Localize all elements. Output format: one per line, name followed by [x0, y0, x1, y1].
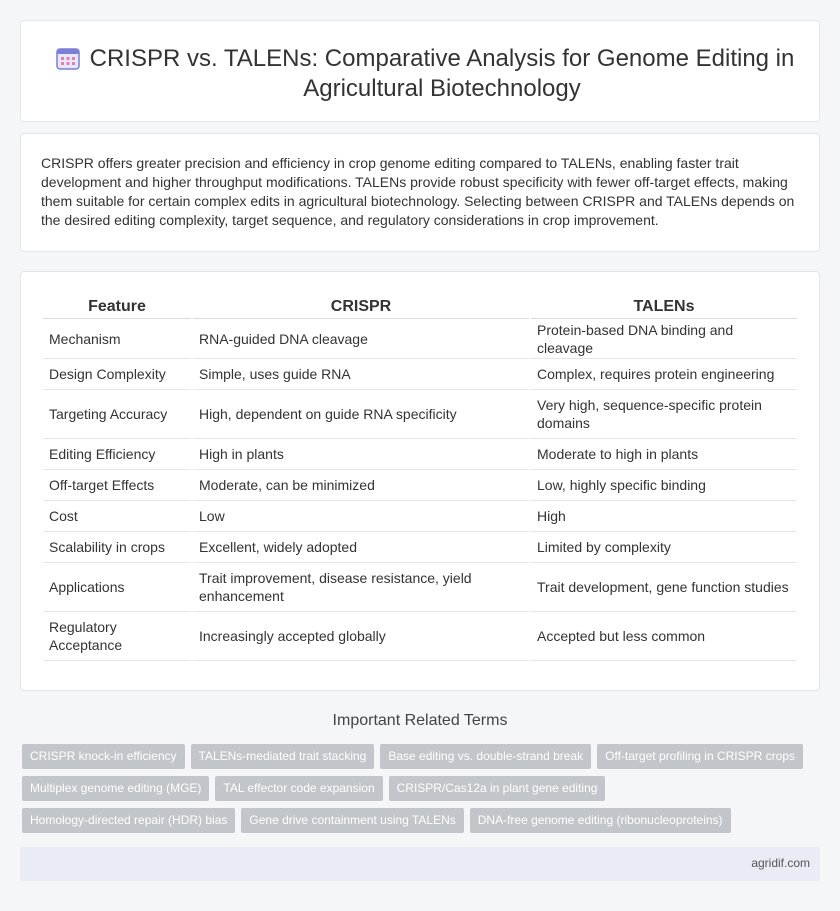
- header-crispr: CRISPR: [193, 297, 529, 319]
- header-feature: Feature: [43, 297, 191, 319]
- tag-row: [22, 808, 812, 833]
- related-tag[interactable]: Homology-directed repair (HDR) bias: [22, 808, 235, 833]
- header-talens: TALENs: [531, 297, 797, 319]
- related-tag[interactable]: DNA-free genome editing (ribonucleoproteins): [470, 808, 731, 833]
- table-row: [43, 439, 797, 470]
- table-cell: Increasingly accepted globally: [193, 612, 529, 661]
- table-cell: Low: [193, 501, 529, 532]
- table-cell: Design Complexity: [43, 359, 191, 390]
- related-tag[interactable]: CRISPR knock-in efficiency: [22, 744, 185, 769]
- table-cell: Low, highly specific binding: [531, 470, 797, 501]
- table-cell: Accepted but less common: [531, 612, 797, 661]
- table-cell: Complex, requires protein engineering: [531, 359, 797, 390]
- related-tag[interactable]: TALENs-mediated trait stacking: [191, 744, 375, 769]
- comparison-table-card: [20, 271, 820, 691]
- table-cell: Regulatory Acceptance: [43, 612, 191, 661]
- table-cell: High, dependent on guide RNA specificity: [193, 390, 529, 439]
- table-row: [43, 470, 797, 501]
- related-tag[interactable]: CRISPR/Cas12a in plant gene editing: [389, 776, 606, 801]
- table-cell: Trait improvement, disease resistance, yield enhancement: [193, 563, 529, 612]
- table-cell: Moderate, can be minimized: [193, 470, 529, 501]
- table-row: [43, 532, 797, 563]
- table-cell: RNA-guided DNA cleavage: [193, 319, 529, 359]
- footer: [20, 847, 820, 881]
- comparison-table: [41, 297, 799, 661]
- table-cell: Very high, sequence-specific protein domains: [531, 390, 797, 439]
- table-row: [43, 319, 797, 359]
- table-cell: Protein-based DNA binding and cleavage: [531, 319, 797, 359]
- related-terms-title: Important Related Terms: [332, 712, 508, 729]
- table-row: [43, 359, 797, 390]
- table-cell: Cost: [43, 501, 191, 532]
- related-tag[interactable]: Gene drive containment using TALENs: [241, 808, 463, 833]
- page-title: CRISPR vs. TALENs: Comparative Analysis for Genome Editing in Agricultural Biotechnology: [89, 45, 795, 102]
- table-cell: Scalability in crops: [43, 532, 191, 563]
- table-cell: Mechanism: [43, 319, 191, 359]
- table-row: [43, 563, 797, 612]
- related-tag[interactable]: Base editing vs. double-strand break: [380, 744, 591, 769]
- header-card: [20, 20, 820, 122]
- table-cell: Simple, uses guide RNA: [193, 359, 529, 390]
- table-cell: Trait development, gene function studies: [531, 563, 797, 612]
- table-cell: Moderate to high in plants: [531, 439, 797, 470]
- summary-text: CRISPR offers greater precision and efficiency in crop genome editing compared to TALENs, enabling faster trait development and higher throughput modifications. TALENs provide robust specificity with fewer off-target effects, making them suitable for certain complex edits in agricultural biotechnology. Selecting between CRISPR and TALENs depends on the desired editing complexity, target sequence, and regulatory considerations in crop improvement.: [41, 155, 795, 228]
- summary-card: [20, 133, 820, 252]
- table-cell: Excellent, widely adopted: [193, 532, 529, 563]
- table-header-row: [43, 297, 797, 319]
- related-terms-list: [22, 744, 812, 840]
- table-row: [43, 390, 797, 439]
- related-tag[interactable]: Off-target profiling in CRISPR crops: [597, 744, 803, 769]
- table-cell: Targeting Accuracy: [43, 390, 191, 439]
- table-row: [43, 501, 797, 532]
- table-row: [43, 612, 797, 661]
- related-tag[interactable]: TAL effector code expansion: [215, 776, 382, 801]
- table-cell: Editing Efficiency: [43, 439, 191, 470]
- table-cell: Off-target Effects: [43, 470, 191, 501]
- table-cell: High in plants: [193, 439, 529, 470]
- table-cell: High: [531, 501, 797, 532]
- tag-row: [22, 744, 812, 769]
- table-cell: Applications: [43, 563, 191, 612]
- footer-site[interactable]: agridif.com: [751, 856, 810, 870]
- related-tag[interactable]: Multiplex genome editing (MGE): [22, 776, 209, 801]
- tag-row: [22, 776, 812, 801]
- table-cell: Limited by complexity: [531, 532, 797, 563]
